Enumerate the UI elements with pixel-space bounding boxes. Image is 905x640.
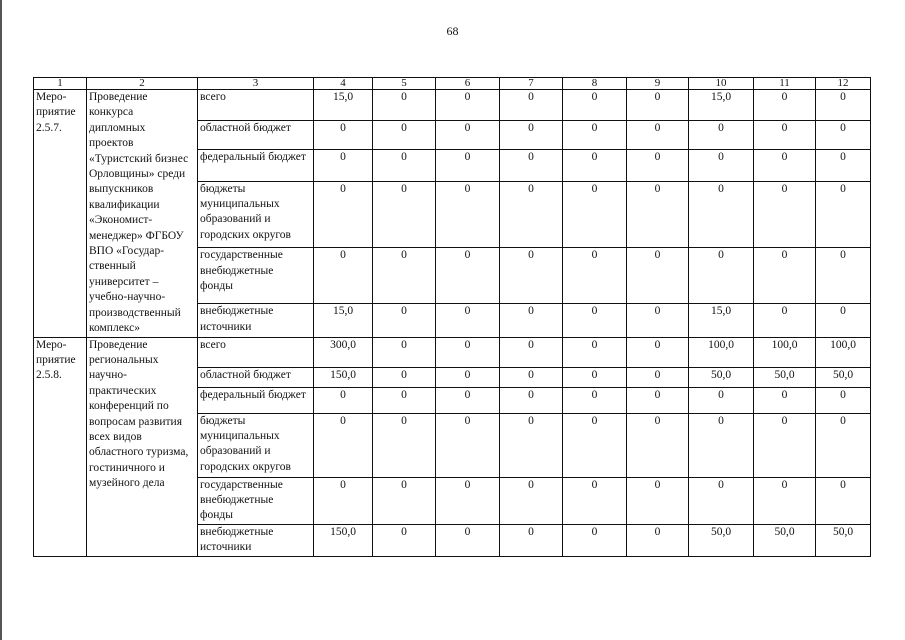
funding-source <box>198 121 314 150</box>
funding-source-line: бюджеты <box>200 414 246 427</box>
value-col-4: 0 <box>314 121 373 150</box>
value-col-8: 0 <box>563 150 627 181</box>
column-header-7: 7 <box>500 78 563 90</box>
value-col-7: 0 <box>500 121 563 150</box>
value-col-5: 0 <box>373 121 436 150</box>
funding-source-line: федеральный бюджет <box>200 151 306 164</box>
value-col-6: 0 <box>436 413 500 477</box>
value-col-8: 0 <box>563 181 627 248</box>
value-col-10: 0 <box>689 181 754 248</box>
value-col-10: 15,0 <box>689 90 754 121</box>
value-col-9: 0 <box>627 477 689 524</box>
activity-description-line: конференций по <box>89 400 169 413</box>
activity-description-line: комплекс» <box>89 322 140 335</box>
column-header-10: 10 <box>689 78 754 90</box>
funding-source-line: городских округов <box>200 228 291 241</box>
value-col-8: 0 <box>563 90 627 121</box>
activity-description-line: научно- <box>89 369 127 382</box>
funding-source-line: областной бюджет <box>200 122 291 135</box>
value-col-7: 0 <box>500 477 563 524</box>
funding-source-line: государственные <box>200 249 283 262</box>
value-col-5: 0 <box>373 413 436 477</box>
value-col-12: 0 <box>816 477 871 524</box>
funding-source-line: федеральный бюджет <box>200 388 306 401</box>
value-col-12: 0 <box>816 248 871 304</box>
value-col-7: 0 <box>500 90 563 121</box>
value-col-8: 0 <box>563 524 627 556</box>
value-col-9: 0 <box>627 367 689 387</box>
funding-source-line: областной бюджет <box>200 368 291 381</box>
value-col-5: 0 <box>373 524 436 556</box>
value-col-10: 0 <box>689 477 754 524</box>
funding-source-line: образований и <box>200 445 271 458</box>
activity-description <box>87 337 198 556</box>
value-col-11: 0 <box>754 90 816 121</box>
value-col-9: 0 <box>627 181 689 248</box>
value-col-7: 0 <box>500 387 563 413</box>
funding-source-line: внебюджетные <box>200 525 274 538</box>
column-header-11: 11 <box>754 78 816 90</box>
value-col-6: 0 <box>436 150 500 181</box>
column-header-12: 12 <box>816 78 871 90</box>
value-col-12: 0 <box>816 304 871 337</box>
funding-source-line: всего <box>200 338 226 351</box>
value-col-6: 0 <box>436 524 500 556</box>
funding-source-line: источники <box>200 320 252 333</box>
activity-description-line: дипломных <box>89 121 146 134</box>
column-header-1: 1 <box>34 78 87 90</box>
activity-description-line: производственный <box>89 306 181 319</box>
funding-source-line: городских округов <box>200 460 291 473</box>
value-col-4: 15,0 <box>314 304 373 337</box>
activity-description-line: музейного дела <box>89 477 165 490</box>
value-col-5: 0 <box>373 248 436 304</box>
value-col-6: 0 <box>436 477 500 524</box>
funding-source-line: источники <box>200 541 252 554</box>
value-col-8: 0 <box>563 337 627 367</box>
value-col-11: 0 <box>754 413 816 477</box>
funding-source <box>198 477 314 524</box>
value-col-8: 0 <box>563 477 627 524</box>
value-col-12: 50,0 <box>816 524 871 556</box>
value-col-4: 300,0 <box>314 337 373 367</box>
activity-code-line: приятие <box>36 353 76 366</box>
funding-source-line: муниципальных <box>200 429 280 442</box>
activity-description-line: проектов <box>89 137 134 150</box>
funding-source-line: образований и <box>200 213 271 226</box>
funding-source <box>198 524 314 556</box>
funding-source-line: фонды <box>200 279 233 292</box>
page-number: 68 <box>446 24 459 38</box>
value-col-6: 0 <box>436 387 500 413</box>
value-col-8: 0 <box>563 413 627 477</box>
value-col-12: 0 <box>816 413 871 477</box>
value-col-10: 0 <box>689 248 754 304</box>
value-col-7: 0 <box>500 367 563 387</box>
funding-source-line: внебюджетные <box>200 264 274 277</box>
value-col-6: 0 <box>436 304 500 337</box>
value-col-12: 0 <box>816 121 871 150</box>
value-col-12: 100,0 <box>816 337 871 367</box>
value-col-10: 0 <box>689 121 754 150</box>
column-header-5: 5 <box>373 78 436 90</box>
column-header-4: 4 <box>314 78 373 90</box>
activity-description-line: университет – <box>89 275 159 288</box>
funding-source <box>198 181 314 248</box>
value-col-5: 0 <box>373 387 436 413</box>
activity-description-line: учебно-научно- <box>89 291 166 304</box>
value-col-12: 0 <box>816 181 871 248</box>
value-col-8: 0 <box>563 387 627 413</box>
value-col-4: 0 <box>314 181 373 248</box>
value-col-6: 0 <box>436 181 500 248</box>
value-col-7: 0 <box>500 150 563 181</box>
column-header-6: 6 <box>436 78 500 90</box>
value-col-9: 0 <box>627 387 689 413</box>
value-col-6: 0 <box>436 337 500 367</box>
value-col-9: 0 <box>627 248 689 304</box>
value-col-4: 0 <box>314 248 373 304</box>
value-col-5: 0 <box>373 337 436 367</box>
value-col-11: 50,0 <box>754 524 816 556</box>
value-col-4: 15,0 <box>314 90 373 121</box>
value-col-10: 15,0 <box>689 304 754 337</box>
funding-source <box>198 304 314 337</box>
activity-description-line: Проведение <box>89 91 148 103</box>
activity-description-line: выпускников <box>89 183 154 196</box>
funding-source-line: бюджеты <box>200 182 246 195</box>
header-row <box>34 78 871 90</box>
activity-description-line: региональных <box>89 353 159 366</box>
value-col-11: 0 <box>754 477 816 524</box>
value-col-9: 0 <box>627 413 689 477</box>
value-col-10: 0 <box>689 413 754 477</box>
value-col-10: 50,0 <box>689 367 754 387</box>
value-col-10: 0 <box>689 150 754 181</box>
value-col-11: 0 <box>754 150 816 181</box>
funding-source <box>198 248 314 304</box>
funding-source <box>198 337 314 367</box>
value-col-12: 0 <box>816 90 871 121</box>
value-col-6: 0 <box>436 121 500 150</box>
value-col-11: 50,0 <box>754 367 816 387</box>
value-col-11: 0 <box>754 248 816 304</box>
activity-description-line: Проведение <box>89 338 148 351</box>
value-col-7: 0 <box>500 181 563 248</box>
column-header-9: 9 <box>627 78 689 90</box>
value-col-6: 0 <box>436 90 500 121</box>
value-col-9: 0 <box>627 150 689 181</box>
value-col-5: 0 <box>373 477 436 524</box>
value-col-11: 0 <box>754 121 816 150</box>
value-col-10: 50,0 <box>689 524 754 556</box>
value-col-11: 0 <box>754 387 816 413</box>
column-header-3: 3 <box>198 78 314 90</box>
value-col-5: 0 <box>373 150 436 181</box>
activity-code-line: Меро- <box>36 91 67 103</box>
funding-source-line: фонды <box>200 509 233 522</box>
activity-description-line: конкурса <box>89 106 134 119</box>
value-col-4: 0 <box>314 387 373 413</box>
value-col-4: 150,0 <box>314 367 373 387</box>
value-col-5: 0 <box>373 367 436 387</box>
table-row <box>34 337 871 367</box>
value-col-7: 0 <box>500 248 563 304</box>
funding-source-line: всего <box>200 91 226 103</box>
activity-description-line: квалификации <box>89 198 160 211</box>
activity-description-line: ственный <box>89 260 136 273</box>
value-col-4: 0 <box>314 477 373 524</box>
activity-description-line: менеджер» ФГБОУ <box>89 229 184 242</box>
value-col-8: 0 <box>563 248 627 304</box>
activity-description <box>87 90 198 338</box>
value-col-9: 0 <box>627 337 689 367</box>
activity-code-line: 2.5.7. <box>36 121 62 134</box>
value-col-6: 0 <box>436 248 500 304</box>
funding-source <box>198 150 314 181</box>
value-col-5: 0 <box>373 304 436 337</box>
activity-description-line: Орловщины» среди <box>89 168 186 181</box>
value-col-7: 0 <box>500 413 563 477</box>
value-col-12: 0 <box>816 387 871 413</box>
value-col-7: 0 <box>500 524 563 556</box>
value-col-4: 150,0 <box>314 524 373 556</box>
activity-description-line: гостиничного и <box>89 461 165 474</box>
scan-edge <box>0 0 2 640</box>
value-col-11: 100,0 <box>754 337 816 367</box>
value-col-10: 100,0 <box>689 337 754 367</box>
value-col-11: 0 <box>754 304 816 337</box>
funding-source-line: государственные <box>200 478 283 491</box>
activity-description-line: областного туризма, <box>89 446 189 459</box>
value-col-6: 0 <box>436 367 500 387</box>
value-col-5: 0 <box>373 181 436 248</box>
budget-table <box>33 77 871 557</box>
activity-code-line: 2.5.8. <box>36 369 62 382</box>
value-col-11: 0 <box>754 181 816 248</box>
activity-description-line: «Экономист- <box>89 214 153 227</box>
value-col-8: 0 <box>563 367 627 387</box>
funding-source <box>198 90 314 121</box>
column-header-2: 2 <box>87 78 198 90</box>
activity-code <box>34 337 87 556</box>
activity-description-line: ВПО «Государ- <box>89 245 165 258</box>
value-col-4: 0 <box>314 413 373 477</box>
activity-code-line: Меро- <box>36 338 67 351</box>
funding-source <box>198 413 314 477</box>
column-header-8: 8 <box>563 78 627 90</box>
funding-source-line: внебюджетные <box>200 305 274 318</box>
value-col-7: 0 <box>500 337 563 367</box>
activity-description-line: всех видов <box>89 430 142 443</box>
value-col-9: 0 <box>627 304 689 337</box>
funding-source-line: муниципальных <box>200 197 280 210</box>
value-col-9: 0 <box>627 90 689 121</box>
value-col-4: 0 <box>314 150 373 181</box>
value-col-9: 0 <box>627 524 689 556</box>
value-col-8: 0 <box>563 121 627 150</box>
value-col-8: 0 <box>563 304 627 337</box>
value-col-12: 50,0 <box>816 367 871 387</box>
value-col-9: 0 <box>627 121 689 150</box>
funding-source <box>198 367 314 387</box>
funding-source <box>198 387 314 413</box>
value-col-10: 0 <box>689 387 754 413</box>
value-col-12: 0 <box>816 150 871 181</box>
value-col-5: 0 <box>373 90 436 121</box>
table-row <box>34 90 871 121</box>
activity-code-line: приятие <box>36 106 76 119</box>
activity-code <box>34 90 87 338</box>
activity-description-line: практических <box>89 384 157 397</box>
value-col-7: 0 <box>500 304 563 337</box>
funding-source-line: внебюджетные <box>200 493 274 506</box>
activity-description-line: вопросам развития <box>89 415 182 428</box>
activity-description-line: «Туристский бизнес <box>89 152 189 165</box>
